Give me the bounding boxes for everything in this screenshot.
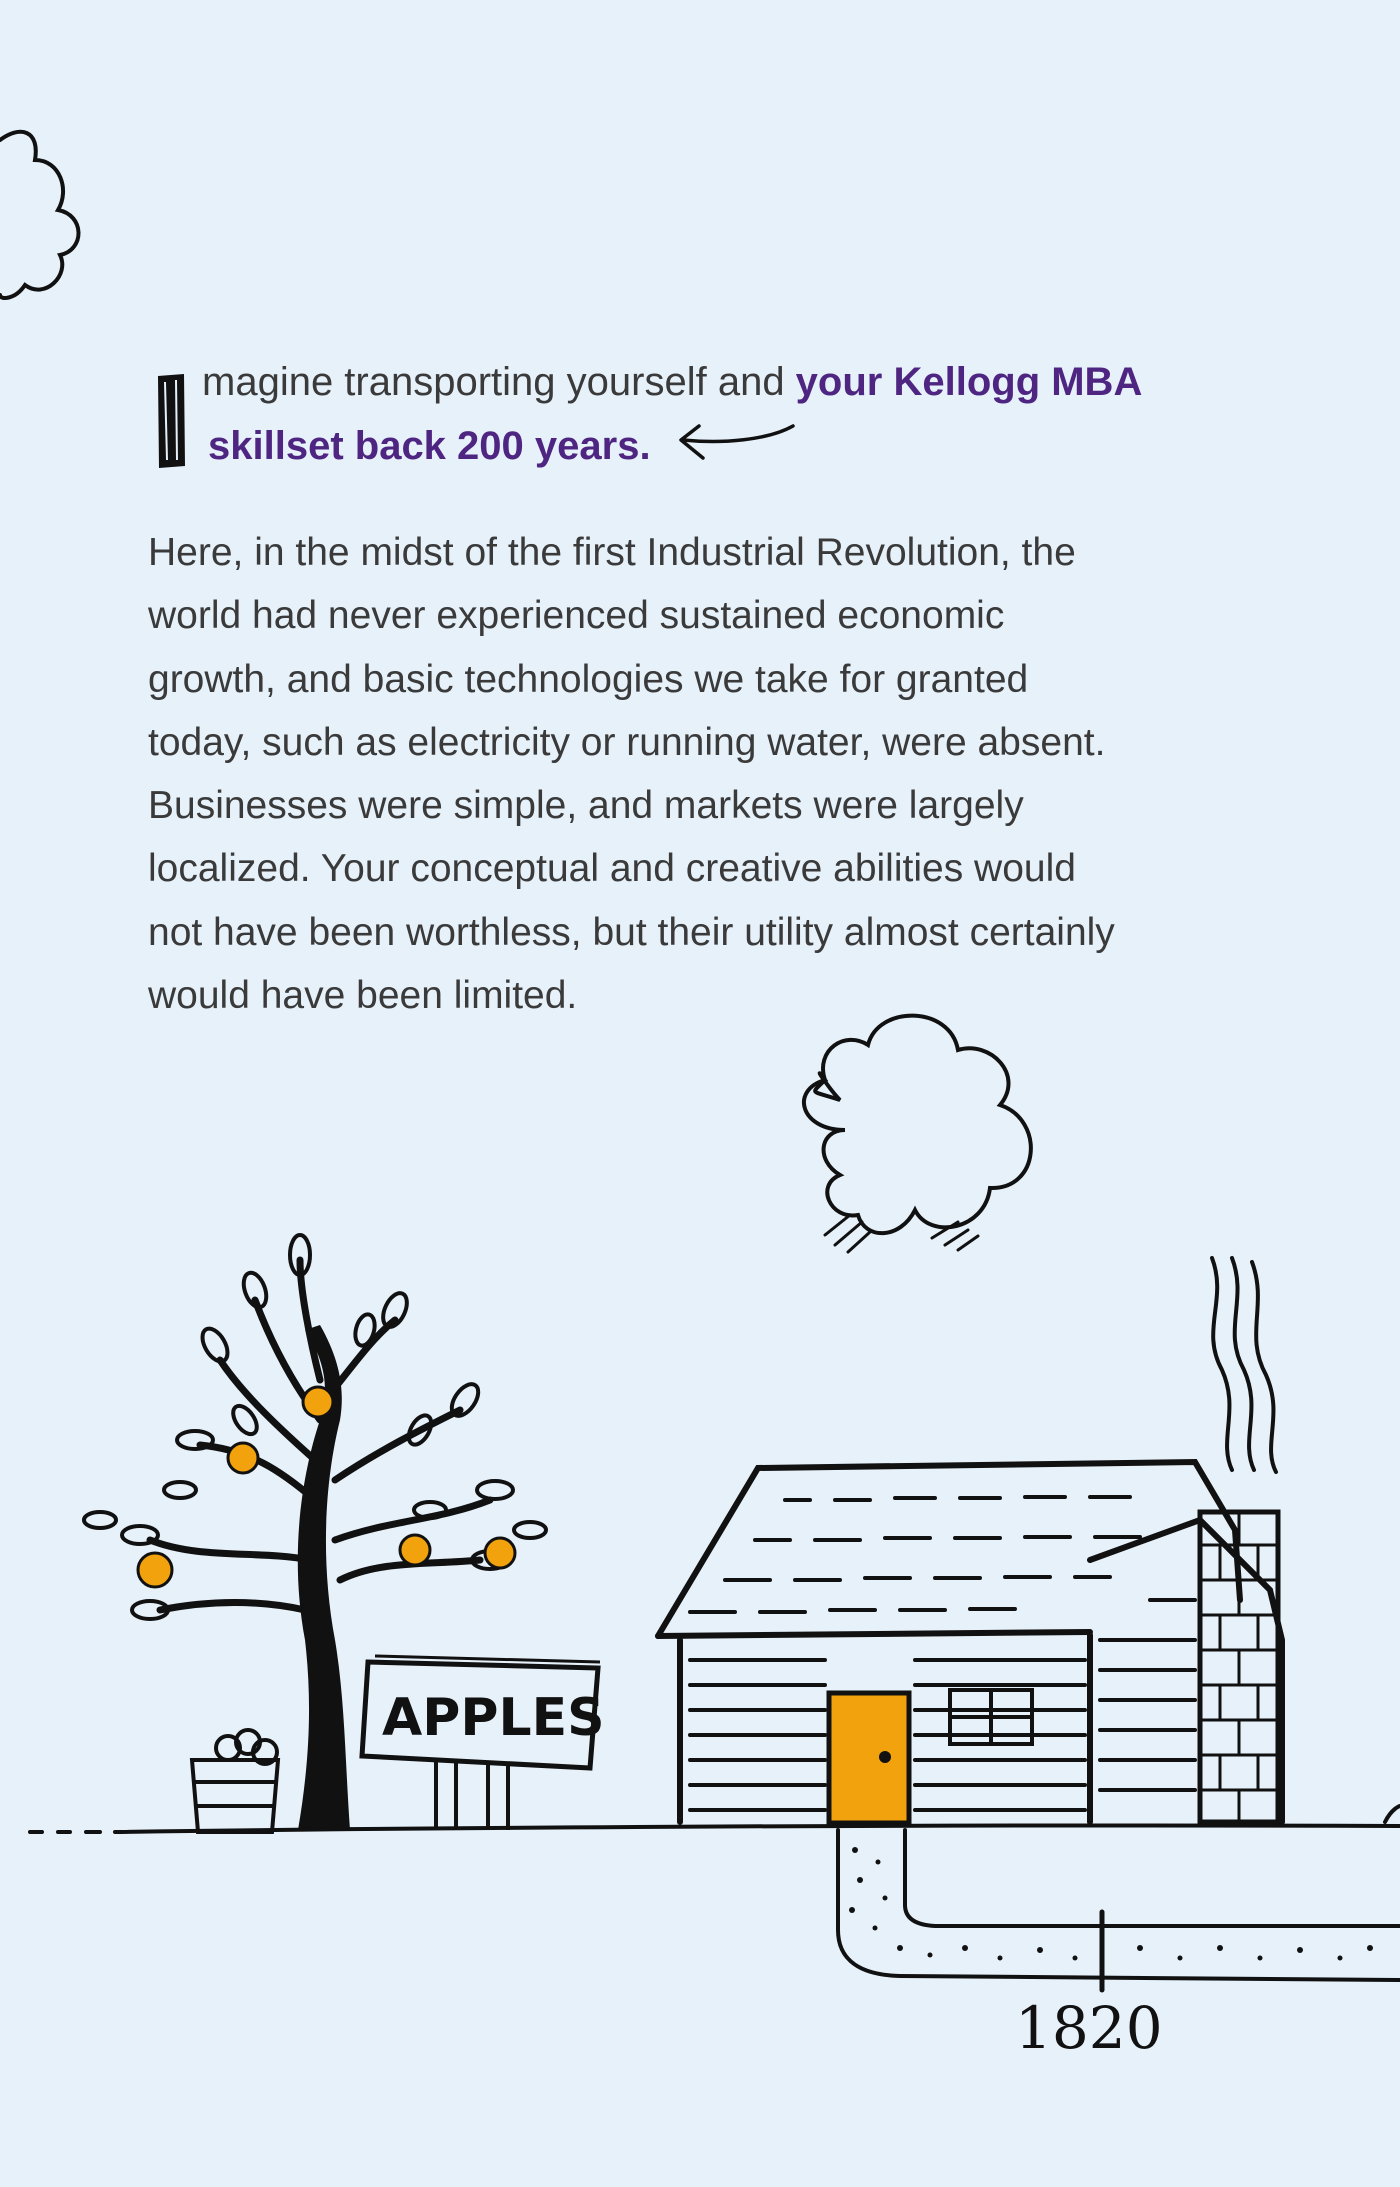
intro-line-1 xyxy=(202,358,1142,406)
timeline-year-label: 1820 xyxy=(1015,1994,1163,2062)
path-gravel xyxy=(849,1847,1373,1961)
sign-label: APPLES xyxy=(382,1688,605,1748)
cloud-top-left-icon xyxy=(0,132,79,298)
body-paragraph xyxy=(148,521,1248,1027)
intro-accent-text-2: skillset back 200 years. xyxy=(208,424,651,468)
cabin-door-icon xyxy=(829,1693,909,1823)
body-line: not have been worthless, but their utility almost certainly xyxy=(148,910,1115,954)
smoke-icon xyxy=(1212,1258,1276,1472)
arrow-left-icon xyxy=(673,418,798,468)
body-line: Businesses were simple, and markets were largely xyxy=(148,784,1024,828)
intro-plain-text: magine transporting yourself and xyxy=(202,360,796,404)
intro-accent-text-1: your Kellogg MBA xyxy=(795,360,1143,404)
body-line: would have been limited. xyxy=(148,974,578,1018)
dropcap-letter xyxy=(154,370,188,470)
body-line: growth, and basic technologies we take for granted xyxy=(148,657,1029,701)
body-line: Here, in the midst of the first Industrial Revolution, the xyxy=(148,531,1076,574)
timeline-path xyxy=(838,1830,1400,1990)
body-line: world had never experienced sustained economic xyxy=(148,594,1005,638)
intro-line-2 xyxy=(208,422,651,470)
basket-icon xyxy=(192,1730,278,1832)
body-line: localized. Your conceptual and creative abilities would xyxy=(148,847,1076,891)
cabin-icon xyxy=(658,1462,1282,1822)
body-line: today, such as electricity or running water, were absent. xyxy=(148,720,1106,764)
cloud-middle-icon xyxy=(804,1016,1031,1252)
apples-sign xyxy=(362,1656,605,1830)
